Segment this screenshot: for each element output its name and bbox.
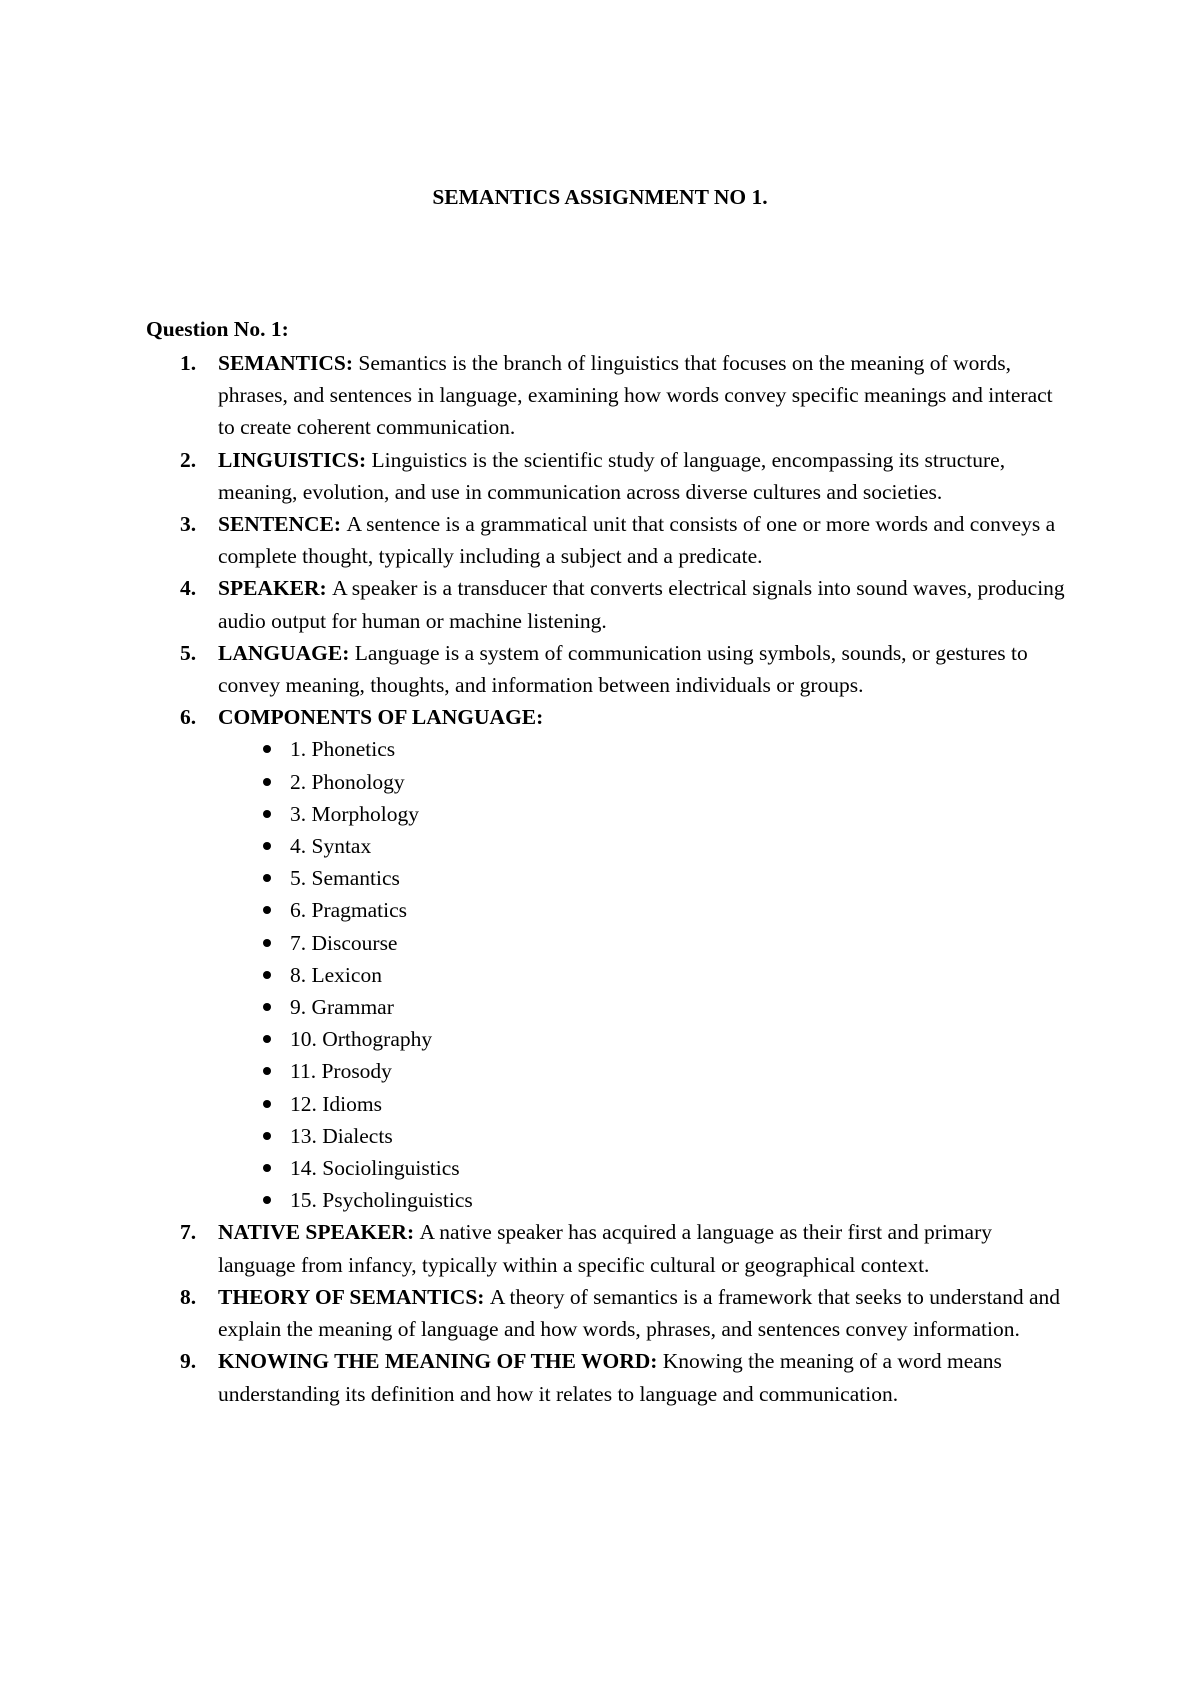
component-label: 7. Discourse [290, 930, 398, 955]
document-title: SEMANTICS ASSIGNMENT NO 1. [432, 185, 768, 209]
term-number: 6. [180, 705, 197, 730]
component-item [218, 830, 1070, 862]
component-item [218, 766, 1070, 798]
component-label: 14. Sociolinguistics [290, 1156, 460, 1181]
component-label: 9. Grammar [290, 995, 394, 1020]
terms-list [170, 347, 1070, 1410]
bullet-icon [263, 1164, 271, 1172]
term-item [170, 1216, 1070, 1280]
term-number: 9. [180, 1349, 197, 1374]
component-item [218, 959, 1070, 991]
component-item [218, 1120, 1070, 1152]
bullet-icon [263, 810, 271, 818]
term-definition: Linguistics is the scientific study of language, encompassing its structure, meaning, evolution, and use in communication across diverse cultures and societies. [218, 447, 1006, 504]
term-number: 7. [180, 1220, 197, 1245]
component-label: 11. Prosody [290, 1059, 392, 1084]
term-number: 4. [180, 576, 197, 601]
bullet-icon [263, 778, 271, 786]
components-list [218, 733, 1070, 1216]
component-item [218, 862, 1070, 894]
term-definition: A speaker is a transducer that converts electrical signals into sound waves, producing audio output for human or machine listening. [218, 576, 1065, 633]
component-label: 4. Syntax [290, 834, 372, 859]
bullet-icon [263, 1035, 271, 1043]
term-definition: A native speaker has acquired a language as their first and primary language from infancy, typically within a specific cultural or geographical context. [218, 1220, 993, 1277]
bullet-icon [263, 745, 271, 753]
bullet-icon [263, 1132, 271, 1140]
bullet-icon [263, 939, 271, 947]
component-item [218, 1088, 1070, 1120]
term-item [170, 572, 1070, 636]
term-number: 1. [180, 351, 197, 375]
component-item [218, 798, 1070, 830]
component-label: 3. Morphology [290, 801, 419, 826]
term-name: THEORY OF SEMANTICS: [218, 1284, 490, 1309]
component-label: 6. Pragmatics [290, 898, 408, 923]
term-definition: Knowing the meaning of a word means understanding its definition and how it relates to language and communication. [218, 1349, 1002, 1406]
bullet-icon [263, 971, 271, 979]
bullet-icon [263, 874, 271, 882]
component-item [218, 1152, 1070, 1184]
component-item [218, 733, 1070, 765]
term-item [170, 444, 1070, 508]
component-item [218, 1023, 1070, 1055]
term-item [170, 1281, 1070, 1345]
component-label: 1. Phonetics [290, 737, 396, 762]
term-number: 2. [180, 447, 197, 472]
bullet-icon [263, 906, 271, 914]
term-number: 3. [180, 512, 197, 537]
term-name: LANGUAGE: [218, 640, 355, 665]
term-definition: A sentence is a grammatical unit that consists of one or more words and conveys a complete thought, typically including a subject and a predicate. [218, 512, 1056, 569]
component-item [218, 927, 1070, 959]
component-label: 15. Psycholinguistics [290, 1188, 473, 1213]
term-name: COMPONENTS OF LANGUAGE: [218, 705, 544, 730]
component-label: 13. Dialects [290, 1123, 393, 1148]
term-name: SENTENCE: [218, 512, 347, 537]
bullet-icon [263, 1067, 271, 1075]
term-name: NATIVE SPEAKER: [218, 1220, 420, 1245]
bullet-icon [263, 842, 271, 850]
term-definition: Semantics is the branch of linguistics that focuses on the meaning of words, phrases, and sentences in language, examining how words convey specific meanings and interact to create coherent communication. [218, 351, 1053, 440]
term-name: SEMANTICS: [218, 351, 359, 375]
term-item [170, 701, 1070, 1216]
term-number: 5. [180, 640, 197, 665]
term-item [170, 347, 1070, 444]
term-name: KNOWING THE MEANING OF THE WORD: [218, 1349, 663, 1374]
term-name: SPEAKER: [218, 576, 333, 601]
term-item [170, 1345, 1070, 1409]
component-item [218, 894, 1070, 926]
component-label: 10. Orthography [290, 1027, 433, 1052]
term-definition: Language is a system of communication using symbols, sounds, or gestures to convey meaning, thoughts, and information between individuals or groups. [218, 640, 1028, 698]
term-item [170, 637, 1070, 701]
component-label: 5. Semantics [290, 866, 400, 891]
bullet-icon [263, 1196, 271, 1204]
question-label: Question No. 1: [146, 317, 289, 341]
term-item [170, 508, 1070, 572]
term-name: LINGUISTICS: [218, 447, 372, 472]
component-item [218, 1184, 1070, 1216]
bullet-icon [263, 1003, 271, 1011]
component-label: 12. Idioms [290, 1091, 382, 1116]
component-label: 2. Phonology [290, 769, 405, 794]
bullet-icon [263, 1100, 271, 1108]
term-definition: A theory of semantics is a framework that seeks to understand and explain the meaning of language and how words, phrases, and sentences convey information. [218, 1284, 1061, 1342]
component-item [218, 1055, 1070, 1087]
component-label: 8. Lexicon [290, 962, 382, 987]
term-number: 8. [180, 1284, 197, 1309]
component-item [218, 991, 1070, 1023]
